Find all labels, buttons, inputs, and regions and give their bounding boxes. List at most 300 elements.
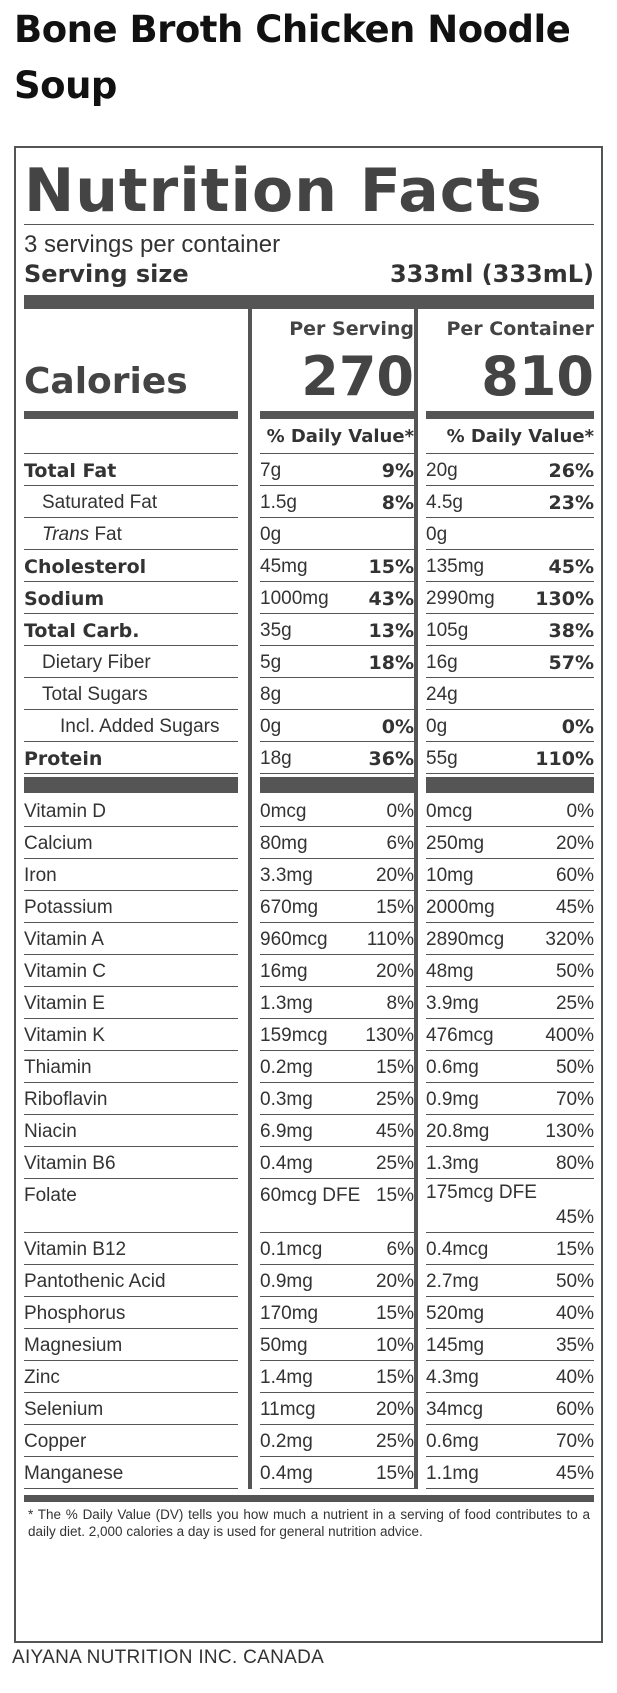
nutrient-name: Dietary Fiber [24, 646, 238, 678]
manufacturer: AIYANA NUTRITION INC. CANADA [12, 1647, 325, 1668]
serving-daily-value: 13% [368, 620, 414, 642]
container-values-wrap [418, 550, 594, 582]
serving-values-wrap [252, 646, 414, 678]
container-values [426, 614, 594, 646]
container-daily-value: 50% [555, 1057, 594, 1078]
container-values [426, 1265, 594, 1297]
container-amount: 0.6mg [426, 1057, 479, 1078]
serving-daily-value: 110% [366, 929, 414, 950]
container-values [426, 1393, 594, 1425]
container-amount: 4.3mg [426, 1367, 479, 1388]
calories-bar-wrap [24, 411, 248, 419]
serving-values [260, 678, 414, 710]
serving-amount: 80mg [260, 833, 308, 854]
nutrient-label-wrap [24, 1233, 248, 1265]
vitamin-separator-wrap [24, 774, 248, 795]
nutrient-name: Vitamin A [24, 923, 238, 955]
serving-amount: 45mg [260, 556, 308, 577]
serving-amount: 0g [260, 716, 282, 737]
container-values [426, 827, 594, 859]
serving-values [260, 454, 414, 486]
vitamin-separator-wrap [252, 774, 414, 795]
serving-daily-value: 130% [365, 1025, 414, 1046]
nutrient-label-wrap [24, 1297, 248, 1329]
container-values [426, 859, 594, 891]
container-values-wrap [418, 1083, 594, 1115]
servings-per-container: 3 servings per container [24, 231, 281, 258]
container-values-wrap [418, 1051, 594, 1083]
serving-values [260, 1329, 414, 1361]
serving-values-wrap [252, 891, 414, 923]
nutrient-name [24, 518, 238, 550]
nutrient-label-wrap [24, 1179, 248, 1233]
nutrient-name: Vitamin C [24, 955, 238, 987]
container-daily-value: 80% [555, 1153, 594, 1174]
container-values [426, 1051, 594, 1083]
container-values-wrap [418, 1265, 594, 1297]
container-daily-value: 15% [555, 1239, 594, 1260]
container-values-wrap [418, 454, 594, 486]
container-amount: 1.3mg [426, 1153, 479, 1174]
nutrient-label-wrap [24, 1329, 248, 1361]
container-amount: 10mg [426, 865, 474, 886]
serving-daily-value: 45% [375, 1121, 414, 1142]
container-values [426, 1179, 594, 1233]
nutrient-label-wrap [24, 923, 248, 955]
serving-daily-value: 15% [375, 1303, 414, 1324]
nutrient-name: Protein [24, 742, 238, 774]
calories-per-serving: 270 [301, 345, 414, 408]
container-values-wrap [418, 923, 594, 955]
nutrient-label-wrap [24, 891, 248, 923]
nutrient-label-wrap [24, 1083, 248, 1115]
serving-daily-value: 10% [375, 1335, 414, 1356]
container-daily-value: 45% [555, 1207, 594, 1228]
nutrient-name: Incl. Added Sugars [24, 710, 238, 742]
serving-amount: 159mcg [260, 1025, 328, 1046]
serving-amount: 0.4mg [260, 1153, 313, 1174]
serving-values-wrap [252, 1457, 414, 1489]
container-values [426, 1361, 594, 1393]
container-daily-value: 60% [555, 865, 594, 886]
serving-size-value: 333ml (333mL) [389, 260, 594, 288]
serving-daily-value: 9% [381, 460, 414, 482]
nutrient-name: Selenium [24, 1393, 238, 1425]
serving-values-wrap [252, 1019, 414, 1051]
nutrient-name: Copper [24, 1425, 238, 1457]
container-daily-value: 110% [535, 748, 594, 770]
serving-values [260, 987, 414, 1019]
thick-divider [24, 295, 594, 309]
nutrient-name: Potassium [24, 891, 238, 923]
container-values [426, 582, 594, 614]
serving-amount: 0.9mg [260, 1271, 313, 1292]
container-values [426, 1147, 594, 1179]
product-title: Bone Broth Chicken Noodle Soup [14, 8, 571, 107]
serving-values-wrap [252, 1147, 414, 1179]
serving-values-wrap [252, 678, 414, 710]
serving-daily-value: 25% [375, 1153, 414, 1174]
nutrient-name-rest: Fat [89, 524, 122, 545]
nutrient-name: Vitamin D [24, 795, 238, 827]
nutrient-label-wrap [24, 710, 248, 742]
container-amount: 520mg [426, 1303, 485, 1324]
serving-amount: 0.3mg [260, 1089, 313, 1110]
container-values [426, 891, 594, 923]
serving-values [260, 1115, 414, 1147]
nutrient-label-wrap [24, 1265, 248, 1297]
container-values [426, 454, 594, 486]
nutrient-name: Zinc [24, 1361, 238, 1393]
serving-values [260, 1457, 414, 1489]
nutrient-label-wrap [24, 827, 248, 859]
container-values-wrap [418, 518, 594, 550]
container-amount: 4.5g [426, 492, 463, 513]
serving-values [260, 1361, 414, 1393]
container-amount: 16g [426, 652, 458, 673]
serving-values [260, 1083, 414, 1115]
bottom-thick-divider [24, 1495, 594, 1502]
container-values-wrap [418, 1457, 594, 1489]
nutrient-label-wrap [24, 1115, 248, 1147]
serving-values-wrap [252, 518, 414, 550]
calories-bar [24, 411, 238, 419]
serving-amount: 3.3mg [260, 865, 313, 886]
container-values [426, 710, 594, 742]
container-values [426, 518, 594, 550]
nutrient-label-wrap [24, 795, 248, 827]
serving-daily-value: 25% [375, 1089, 414, 1110]
container-values-wrap [418, 1393, 594, 1425]
nutrient-label-wrap [24, 678, 248, 710]
nutrient-name: Riboflavin [24, 1083, 238, 1115]
serving-amount: 1.5g [260, 492, 297, 513]
nutrient-name: Pantothenic Acid [24, 1265, 238, 1297]
calories-per-container: 810 [481, 345, 594, 408]
container-values [426, 742, 594, 774]
serving-values [260, 891, 414, 923]
vitamin-separator-wrap [418, 774, 594, 795]
nutrient-name: Vitamin B12 [24, 1233, 238, 1265]
serving-values-wrap [252, 454, 414, 486]
serving-amount: 960mcg [260, 929, 328, 950]
serving-amount: 11mcg [260, 1399, 316, 1420]
nutrient-name: Calcium [24, 827, 238, 859]
nutrient-label-wrap [24, 955, 248, 987]
serving-values-wrap [252, 486, 414, 518]
container-values-wrap [418, 1147, 594, 1179]
per-serving-header: Per Serving [289, 318, 414, 340]
nutrient-name: Total Sugars [24, 678, 238, 710]
container-daily-value: 130% [545, 1121, 594, 1142]
container-amount: 0.9mg [426, 1089, 479, 1110]
container-values-wrap [418, 1233, 594, 1265]
serving-amount: 8g [260, 684, 282, 705]
container-values [426, 550, 594, 582]
serving-daily-value: 18% [368, 652, 414, 674]
container-amount: 20.8mg [426, 1121, 490, 1142]
nutrient-name: Thiamin [24, 1051, 238, 1083]
container-daily-value: 320% [545, 929, 594, 950]
container-values-wrap [418, 710, 594, 742]
calories-bar-wrap [418, 411, 594, 419]
per-container-header: Per Container [446, 318, 594, 340]
serving-amount: 0.2mg [260, 1431, 313, 1452]
serving-amount: 60mcg DFE [260, 1185, 361, 1206]
calories-bar [260, 411, 414, 419]
container-amount: 2990mg [426, 588, 495, 609]
container-amount: 135mg [426, 556, 485, 577]
serving-daily-value: 8% [386, 993, 414, 1014]
container-values [426, 678, 594, 710]
container-amount: 3.9mg [426, 993, 479, 1014]
vitamin-separator [260, 777, 414, 793]
container-values-wrap [418, 1019, 594, 1051]
container-values-wrap [418, 678, 594, 710]
serving-daily-value: 20% [375, 961, 414, 982]
container-daily-value: 57% [548, 652, 594, 674]
serving-values [260, 582, 414, 614]
nutrient-label-wrap [24, 518, 248, 550]
serving-values [260, 742, 414, 774]
container-daily-value: 130% [535, 588, 594, 610]
serving-daily-value: 20% [375, 1271, 414, 1292]
serving-amount: 1.4mg [260, 1367, 313, 1388]
serving-amount: 6.9mg [260, 1121, 313, 1142]
serving-values [260, 614, 414, 646]
dv-header-serving: % Daily Value* [260, 419, 414, 454]
container-values-wrap [418, 742, 594, 774]
container-daily-value: 25% [555, 993, 594, 1014]
container-values [426, 955, 594, 987]
container-amount: 2890mcg [426, 929, 505, 950]
serving-values [260, 1051, 414, 1083]
nutrient-name: Cholesterol [24, 550, 238, 582]
container-amount: 0g [426, 524, 448, 545]
serving-values-wrap [252, 1233, 414, 1265]
serving-values [260, 550, 414, 582]
container-amount: 0.6mg [426, 1431, 479, 1452]
container-amount: 55g [426, 748, 458, 769]
serving-size-row [24, 259, 594, 289]
serving-values [260, 923, 414, 955]
nutrient-name: Vitamin B6 [24, 1147, 238, 1179]
serving-daily-value: 25% [375, 1431, 414, 1452]
container-daily-value: 38% [548, 620, 594, 642]
nutrient-name: Saturated Fat [24, 486, 238, 518]
nutrient-name: Niacin [24, 1115, 238, 1147]
serving-amount: 1.3mg [260, 993, 313, 1014]
nutrient-label-wrap [24, 742, 248, 774]
container-daily-value: 70% [555, 1431, 594, 1452]
container-values-wrap [418, 1179, 594, 1233]
serving-values [260, 827, 414, 859]
serving-amount: 0.2mg [260, 1057, 313, 1078]
serving-values-wrap [252, 827, 414, 859]
serving-values [260, 1425, 414, 1457]
container-daily-value: 70% [555, 1089, 594, 1110]
container-values [426, 923, 594, 955]
nutrient-name: Iron [24, 859, 238, 891]
dv-header-blank-wrap [24, 419, 248, 454]
container-amount: 105g [426, 620, 469, 641]
nutrient-label-wrap [24, 582, 248, 614]
serving-daily-value: 15% [375, 1057, 414, 1078]
container-values-wrap [418, 582, 594, 614]
container-daily-value: 35% [555, 1335, 594, 1356]
serving-values-wrap [252, 795, 414, 827]
nutrient-label-wrap [24, 859, 248, 891]
serving-values-wrap [252, 955, 414, 987]
serving-amount: 7g [260, 460, 282, 481]
calories-label: Calories [24, 361, 188, 402]
container-values-wrap [418, 614, 594, 646]
serving-values-wrap [252, 1329, 414, 1361]
serving-values [260, 1179, 414, 1233]
nutrient-name: Vitamin E [24, 987, 238, 1019]
serving-daily-value: 15% [375, 1367, 414, 1388]
nutrient-label-wrap [24, 550, 248, 582]
serving-values-wrap [252, 710, 414, 742]
container-amount: 476mcg [426, 1025, 494, 1046]
container-values [426, 1329, 594, 1361]
container-daily-value: 0% [566, 801, 594, 822]
nutrient-name: Total Fat [24, 454, 238, 486]
serving-values [260, 1265, 414, 1297]
container-amount: 2.7mg [426, 1271, 479, 1292]
dv-header-container: % Daily Value* [426, 419, 594, 454]
container-amount: 20g [426, 460, 458, 481]
nutrient-name-italic: Trans [42, 524, 90, 545]
container-amount: 145mg [426, 1335, 485, 1356]
nutrition-table [24, 309, 594, 1489]
serving-values-wrap [252, 1051, 414, 1083]
serving-daily-value: 43% [368, 588, 414, 610]
serving-daily-value: 15% [368, 556, 414, 578]
serving-amount: 0g [260, 524, 282, 545]
container-values [426, 987, 594, 1019]
serving-amount: 170mg [260, 1303, 319, 1324]
calories-bar-wrap [252, 411, 414, 419]
container-values-wrap [418, 795, 594, 827]
serving-values [260, 518, 414, 550]
serving-amount: 18g [260, 748, 292, 769]
serving-amount: 35g [260, 620, 292, 641]
serving-amount: 670mg [260, 897, 319, 918]
container-values-wrap [418, 827, 594, 859]
nutrient-name: Sodium [24, 582, 238, 614]
serving-values-wrap [252, 923, 414, 955]
serving-values-wrap [252, 1425, 414, 1457]
vitamin-separator [426, 777, 594, 793]
serving-values [260, 1297, 414, 1329]
serving-values-wrap [252, 550, 414, 582]
serving-daily-value: 0% [381, 716, 414, 738]
serving-values-wrap [252, 1265, 414, 1297]
nutrient-name: Vitamin K [24, 1019, 238, 1051]
serving-values-wrap [252, 614, 414, 646]
container-values-wrap [418, 646, 594, 678]
container-values-wrap [418, 1329, 594, 1361]
dv-header-blank [24, 419, 238, 454]
container-daily-value: 60% [555, 1399, 594, 1420]
serving-values [260, 859, 414, 891]
nutrient-label-wrap [24, 987, 248, 1019]
container-daily-value: 26% [548, 460, 594, 482]
container-values-wrap [418, 859, 594, 891]
container-amount: 1.1mg [426, 1463, 479, 1484]
container-amount: 0.4mcg [426, 1239, 489, 1260]
nutrient-label-wrap [24, 1051, 248, 1083]
serving-values-wrap [252, 859, 414, 891]
container-values-wrap [418, 486, 594, 518]
container-values [426, 1457, 594, 1489]
container-daily-value: 23% [548, 492, 594, 514]
container-values-wrap [418, 1361, 594, 1393]
nutrient-label-wrap [24, 646, 248, 678]
nutrient-label-wrap [24, 454, 248, 486]
serving-values-wrap [252, 742, 414, 774]
container-daily-value: 50% [555, 961, 594, 982]
serving-amount: 0.1mcg [260, 1239, 323, 1260]
serving-amount: 50mg [260, 1335, 308, 1356]
serving-values-wrap [252, 582, 414, 614]
serving-daily-value: 36% [368, 748, 414, 770]
serving-values-wrap [252, 1115, 414, 1147]
header-blank [24, 309, 248, 343]
nutrition-facts-title: Nutrition Facts [24, 156, 543, 226]
nutrient-label-wrap [24, 1425, 248, 1457]
container-amount: 0mcg [426, 801, 473, 822]
nutrient-label-wrap [24, 1147, 248, 1179]
container-daily-value: 50% [555, 1271, 594, 1292]
container-daily-value: 45% [555, 897, 594, 918]
container-values [426, 1297, 594, 1329]
container-daily-value: 45% [555, 1463, 594, 1484]
serving-amount: 0.4mg [260, 1463, 313, 1484]
container-values [426, 795, 594, 827]
container-values [426, 1083, 594, 1115]
serving-daily-value: 15% [375, 1185, 414, 1206]
serving-daily-value: 0% [386, 801, 414, 822]
serving-values-wrap [252, 1393, 414, 1425]
serving-amount: 0mcg [260, 801, 307, 822]
container-values [426, 1019, 594, 1051]
container-amount: 0g [426, 716, 448, 737]
container-values [426, 486, 594, 518]
serving-daily-value: 15% [375, 1463, 414, 1484]
serving-values [260, 486, 414, 518]
container-daily-value: 0% [561, 716, 594, 738]
container-values [426, 1425, 594, 1457]
vitamin-separator [24, 777, 238, 793]
serving-daily-value: 8% [381, 492, 414, 514]
container-daily-value: 40% [555, 1303, 594, 1324]
serving-values [260, 646, 414, 678]
nutrient-name: Total Carb. [24, 614, 238, 646]
nutrient-label-wrap [24, 614, 248, 646]
serving-amount: 1000mg [260, 588, 329, 609]
nutrition-label [14, 146, 603, 1643]
container-values-wrap [418, 987, 594, 1019]
nutrition-label-inner [24, 158, 594, 1540]
container-daily-value: 20% [555, 833, 594, 854]
serving-values [260, 1393, 414, 1425]
nutrient-label-wrap [24, 1393, 248, 1425]
serving-daily-value: 20% [375, 1399, 414, 1420]
footnote: * The % Daily Value (DV) tells you how much a nutrient in a serving of food contributes to a daily diet. 2,000 calories a day is used for general nutrition advice. [28, 1507, 590, 1539]
dv-header-serving-wrap [252, 419, 414, 454]
